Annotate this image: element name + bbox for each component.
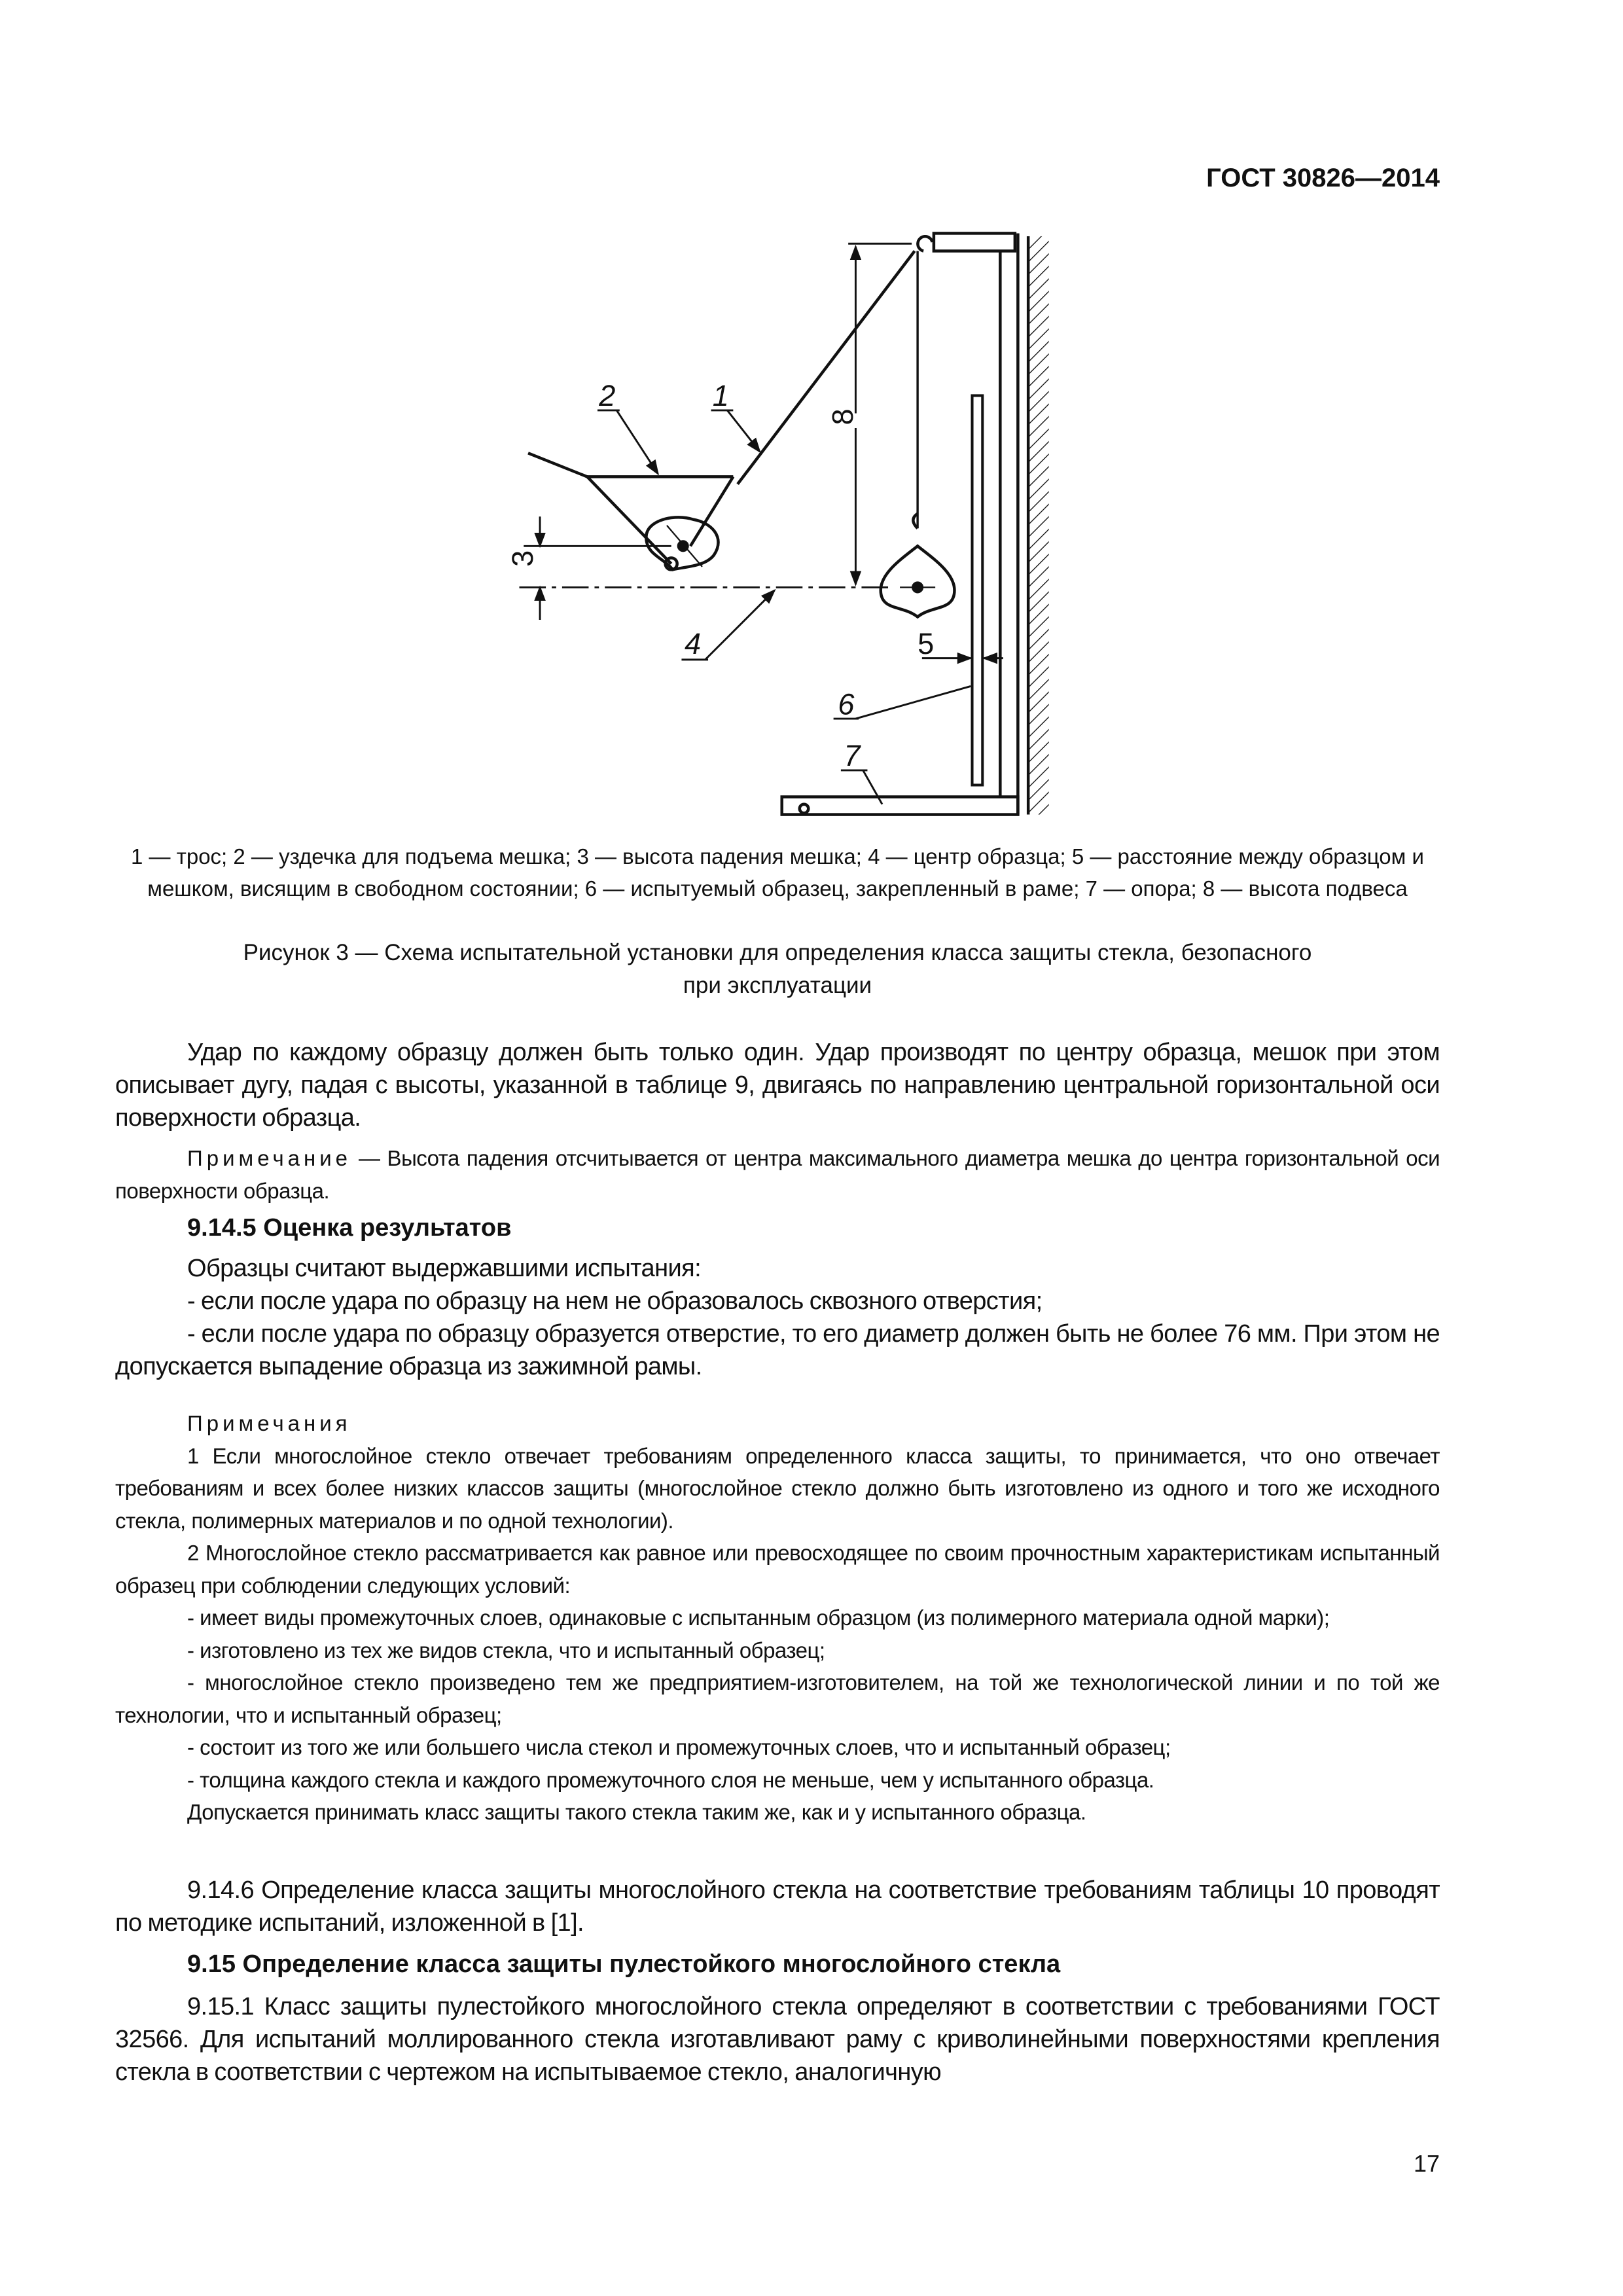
note-text: — Высота падения отсчитывается от центра максимального диаметра мешка до центра горизонтальной оси поверхности образца. — [115, 1146, 1440, 1203]
paragraph-impact: Удар по каждому образцу должен быть только один. Удар производят по центру образца, мешок при этом описывает дугу, падая с высоты, указанной в таблице 9, двигаясь по направлению центральной горизонтальной оси поверхности образца. — [115, 1039, 1440, 1132]
caption-line: при эксплуатации — [683, 973, 872, 998]
note-1: 1 Если многослойное стекло отвечает требованиям определенного класса защиты, то принимается, что оно отвечает требованиям и всех более низких классов защиты (многослойное стекло должно быть изготовлено из одного и того же исходного стекла, полимерных материалов и по одной технологии). — [115, 1443, 1440, 1533]
paragraph-9-14-6: 9.14.6 Определение класса защиты многослойного стекла на соответствие требованиям таблицы 10 проводят по методике испытаний, изложенной в [1]. — [115, 1876, 1440, 1937]
label-3: 3 — [505, 550, 539, 567]
caption-line: Рисунок 3 — Схема испытательной установки для определения класса защиты стекла, безопасного — [243, 940, 1312, 965]
text-line: Образцы считают выдержавшими испытания: — [187, 1255, 702, 1282]
legend-line: мешком, висящим в свободном состоянии; 6 — испытуемый образец, закрепленный в раме; 7 — опора; 8 — высота подвеса — [147, 876, 1408, 901]
figure-caption — [115, 937, 1440, 1002]
label-6: 6 — [838, 687, 855, 721]
label-8: 8 — [825, 408, 859, 425]
section-heading-9-14-5: 9.14.5 Оценка результатов — [187, 1214, 512, 1242]
note-2-bullet: - изготовлено из тех же видов стекла, что и испытанный образец; — [187, 1638, 825, 1662]
note-2-bullet: - имеет виды промежуточных слоев, одинаковые с испытанным образцом (из полимерного материала одной марки); — [187, 1605, 1330, 1630]
label-7: 7 — [844, 739, 861, 773]
label-4: 4 — [684, 626, 702, 660]
label-5: 5 — [918, 626, 935, 660]
text-line: - если после удара по образцу образуется отверстие, то его диаметр должен быть не более 76 мм. При этом не допускается выпадение образца из зажимной рамы. — [115, 1320, 1440, 1380]
document-header: ГОСТ 30826—2014 — [1206, 164, 1440, 192]
hanging-bag — [881, 514, 955, 617]
note-2-bullet: - многослойное стекло произведено тем же предприятием-изготовителем, на той же технологической линии и по той же технологии, что и испытанный образец; — [115, 1670, 1440, 1727]
notes-label: Примечания — [187, 1411, 351, 1435]
dimension-3 — [524, 516, 671, 620]
label-2: 2 — [599, 379, 616, 413]
legend-line: 1 — трос; 2 — уздечка для подъема мешка; 3 — высота падения мешка; 4 — центр образца; 5 — расстояние между образцом и — [131, 844, 1424, 869]
text-line: - если после удара по образцу на нем не образовалось сквозного отверстия; — [187, 1287, 1043, 1315]
note-2: 2 Многослойное стекло рассматривается как равное или превосходящее по своим прочностным характеристикам испытанный образец при соблюдении следующих условий: — [115, 1541, 1440, 1598]
label-1: 1 — [712, 379, 729, 413]
section-heading-9-15: 9.15 Определение класса защиты пулестойкого многослойного стекла — [187, 1950, 1061, 1978]
figure-legend — [115, 840, 1440, 905]
bridle — [528, 453, 733, 564]
results-block — [115, 1252, 1440, 1383]
page-number: 17 — [1413, 2150, 1440, 2177]
note-2-bullet: - состоит из того же или большего числа стекол и промежуточных слоев, что и испытанный образец; — [187, 1735, 1171, 1759]
leaders — [597, 410, 971, 804]
wall — [1028, 236, 1049, 815]
notes-block — [115, 1407, 1440, 1829]
note — [115, 1142, 1440, 1207]
hook-icon — [918, 236, 932, 251]
paragraph-9-15-1: 9.15.1 Класс защиты пулестойкого многослойного стекла определяют в соответствии с требованиями ГОСТ 32566. Для испытаний моллированного стекла изготавливают раму с криволинейными поверхностями крепления стекла в соответствии с чертежом на испытываемое стекло, аналогичную — [115, 1993, 1440, 2086]
note-2-conclusion: Допускается принимать класс защиты такого стекла таким же, как и у испытанного образца. — [187, 1800, 1086, 1824]
rope — [738, 251, 914, 484]
test-glass-specimen — [972, 395, 983, 785]
note-2-bullet: - толщина каждого стекла и каждого промежуточного слоя не меньше, чем у испытанного образца. — [187, 1767, 1154, 1792]
note-label: Примечание — [187, 1146, 352, 1170]
test-setup-diagram — [505, 221, 1062, 827]
